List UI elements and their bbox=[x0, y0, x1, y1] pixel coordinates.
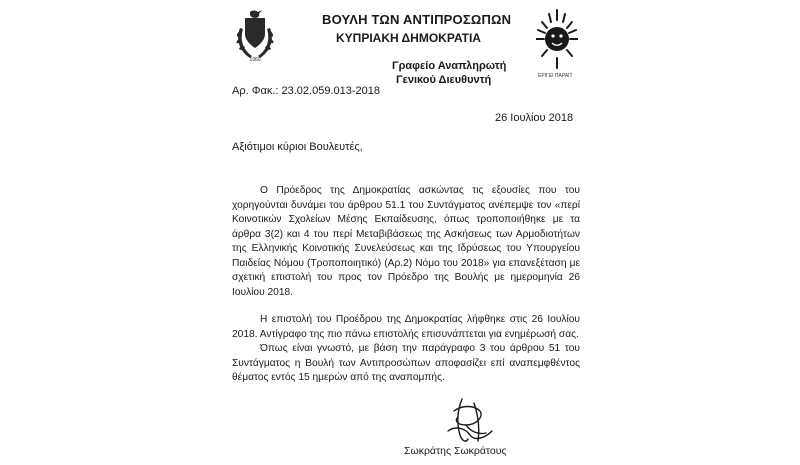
institution-name: ΒΟΥΛΗ ΤΩΝ ΑΝΤΙΠΡΟΣΩΠΩΝ bbox=[322, 12, 512, 27]
body-paragraph-2: Η επιστολή του Προέδρου της Δημοκρατίας λήφθηκε στις 26 Ιουλίου 2018. Αντίγραφο της πιο πάνω επιστολής επισυνάπτεται για ενημέρωσή σας. bbox=[232, 314, 580, 340]
svg-text:1960: 1960 bbox=[249, 57, 261, 62]
sun-emblem-icon bbox=[536, 8, 578, 70]
handwritten-signature-icon bbox=[440, 395, 498, 447]
salutation: Αξιότιμοι κύριοι Βουλευτές, bbox=[232, 141, 363, 153]
body-paragraph-1: Ο Πρόεδρος της Δημοκρατίας ασκώντας τις εξουσίες που του χορηγούνται δυνάμει του άρθρου 51.1 του Συντάγματος ανέπεμψε τον «περί Κοινοτικών Σχολείων Μέσης Εκπαίδευσης, όπως τροποποιήθηκε με τα άρθρα 3(2) και 4 του περί Μεταβιβάσεως της Ασκήσεως των Αρμοδιοτήτων της Ελληνικής Κοινοτικής Συνελεύσεως και της Ιδρύσεως του Υπουργείου Παιδείας Νόμου (Τροποποιητικό) (Αρ.2) Νόμο του 2018» για επανεξέταση με σχετική επιστολή του προς τον Πρόεδρο της Βουλής με ημερομηνία 26 Ιουλίου 2018. bbox=[232, 185, 580, 298]
letter-date: 26 Ιουλίου 2018 bbox=[495, 112, 574, 124]
seal-caption: ΕΡΙΓΕΙ ΠΑΡΑΙΤ bbox=[538, 73, 573, 79]
signer-name: Σωκράτης Σωκράτους bbox=[404, 445, 507, 457]
office-title: Γραφείο Αναπληρωτή bbox=[392, 60, 507, 72]
office-subtitle: Γενικού Διευθυντή bbox=[396, 74, 492, 86]
body-paragraph-3: Όπως είναι γνωστό, με βάση την παράγραφο 3 του άρθρου 51 του Συντάγματος η Βουλή των Αντιπροσώπων αποφασίζει επί αναπεμφθέντος θέματος εντός 15 ημερών από της αναπομπής. bbox=[232, 343, 580, 383]
country-name: ΚΥΠΡΙΑΚΗ ΔΗΜΟΚΡΑΤΙΑ bbox=[336, 31, 481, 45]
reference-number: Αρ. Φακ.: 23.02.059.013-2018 bbox=[232, 85, 380, 97]
cyprus-coat-of-arms-icon bbox=[232, 8, 278, 62]
